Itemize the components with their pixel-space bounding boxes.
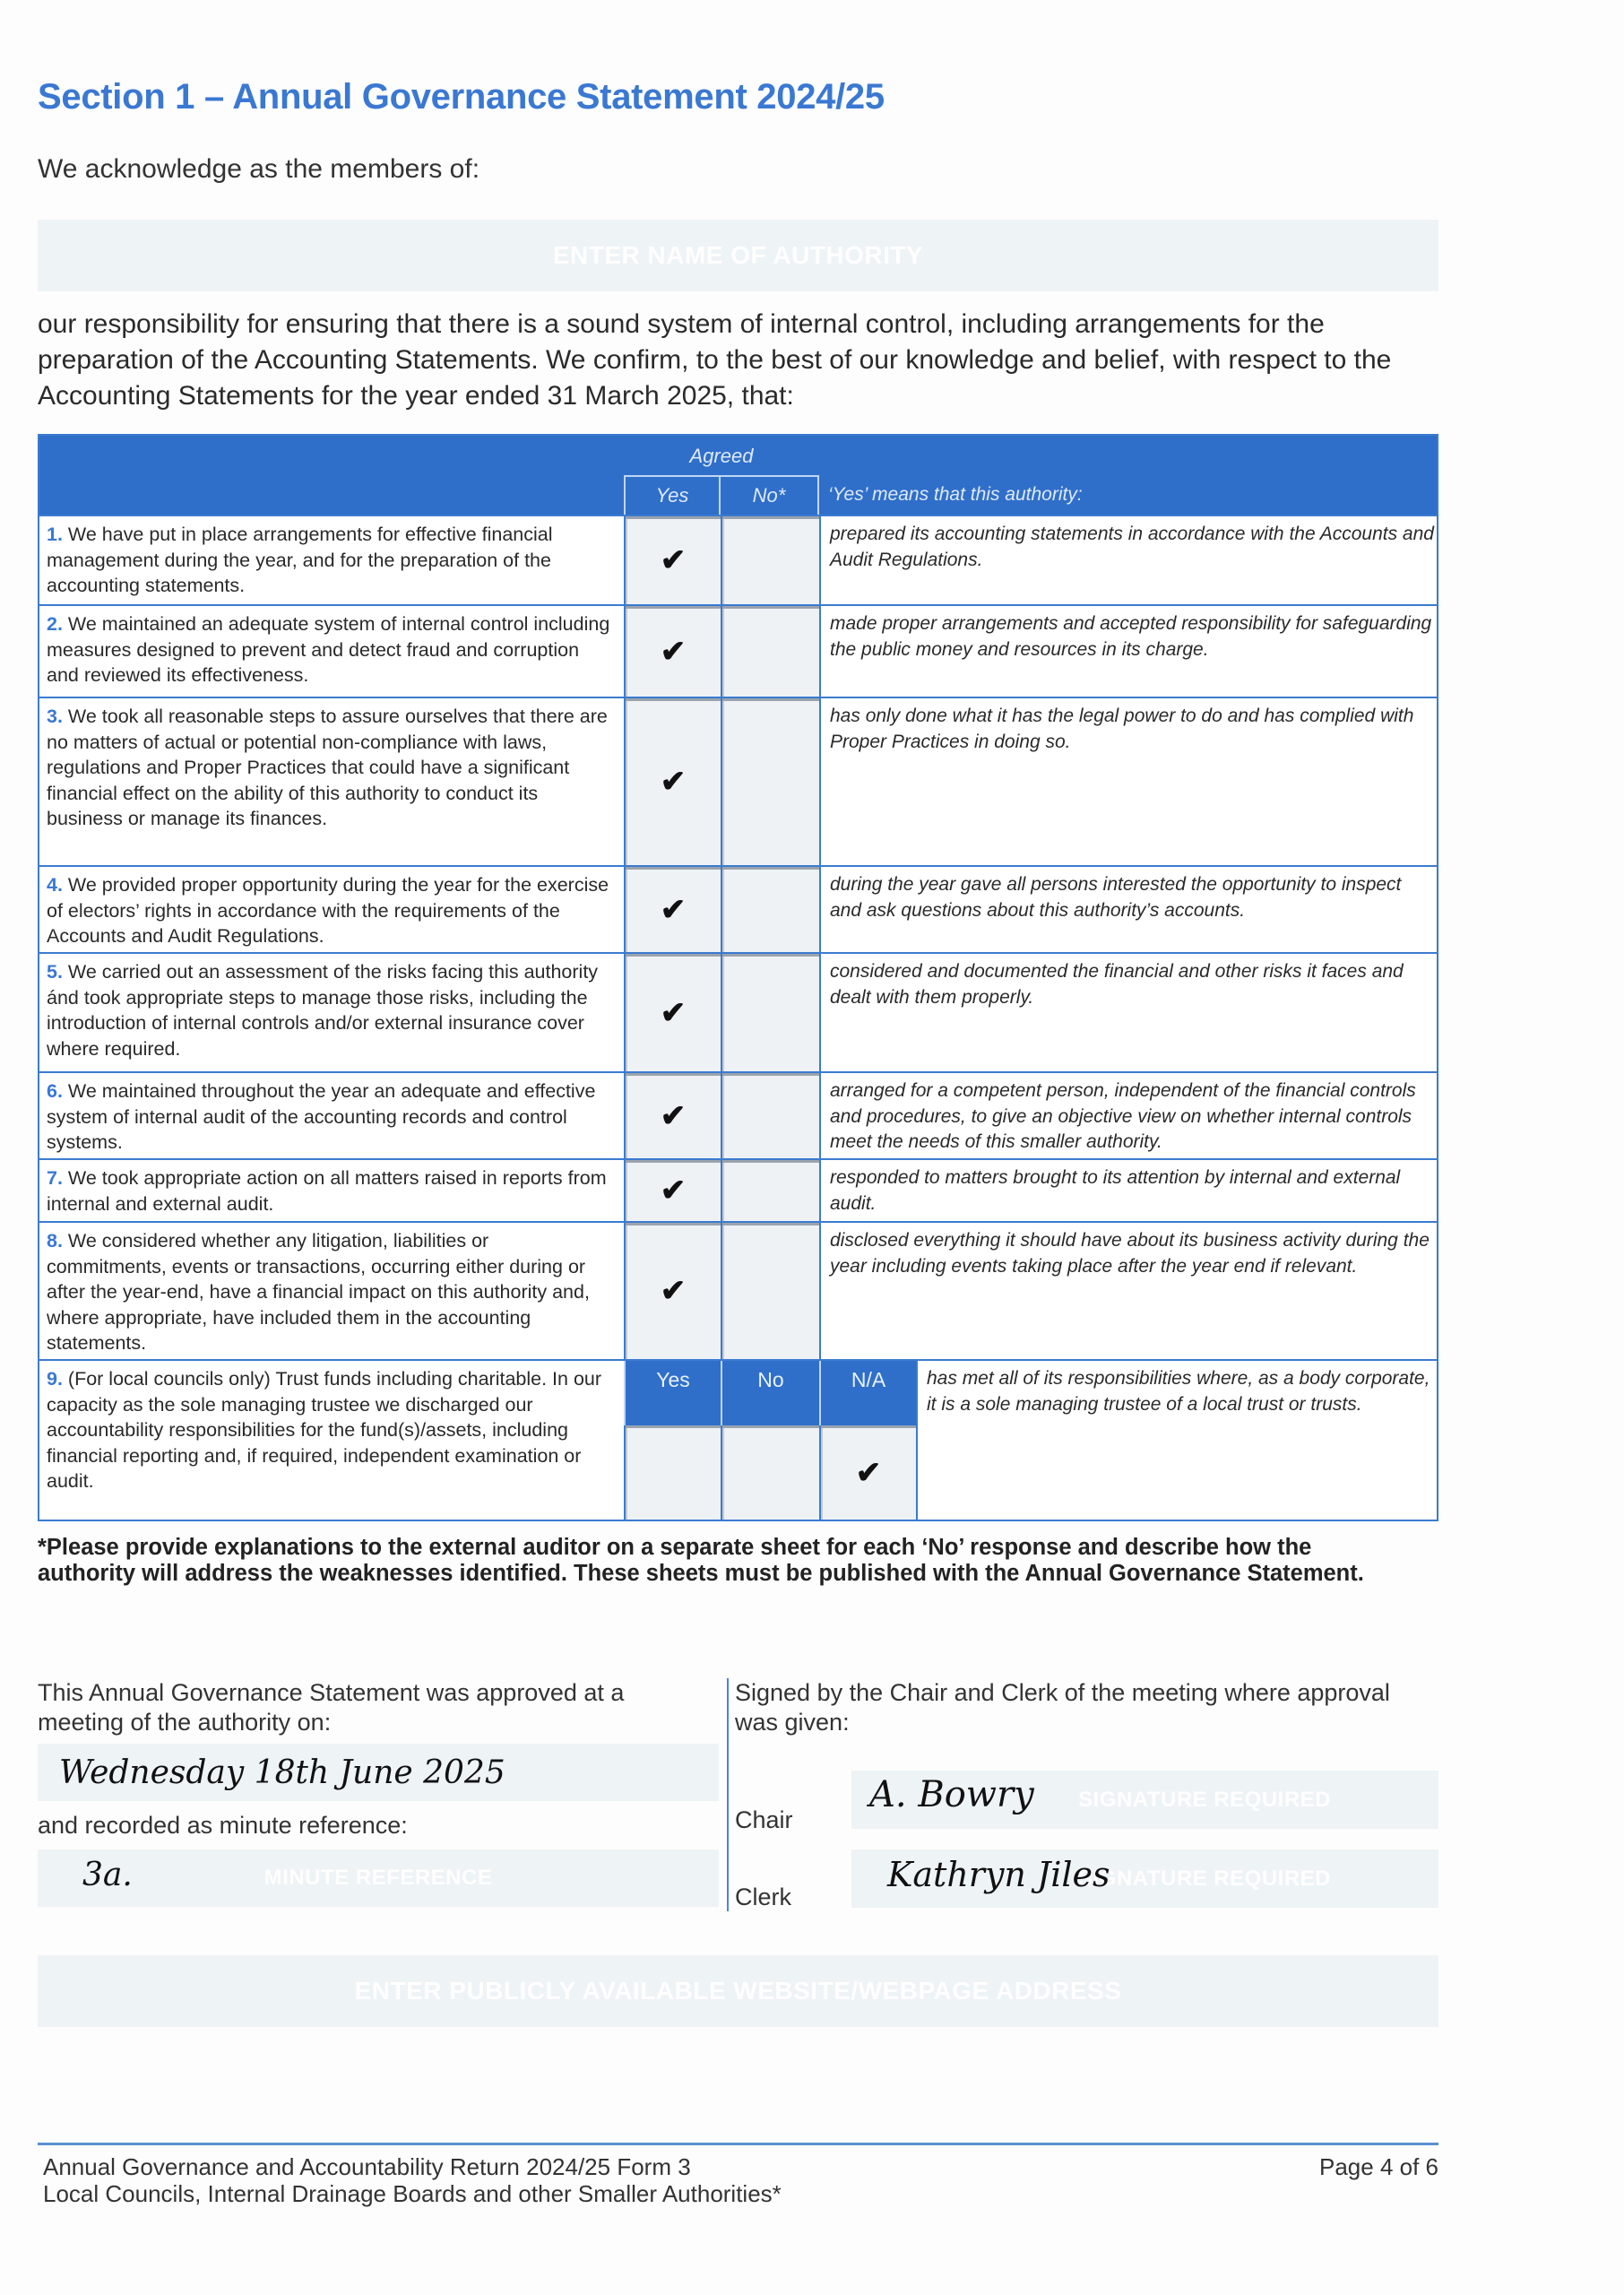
yes-meaning: has only done what it has the legal power to do and has complied with Proper Practices in doing so. <box>819 698 1437 865</box>
no-checkbox[interactable] <box>721 516 819 604</box>
footnote: *Please provide explanations to the external auditor on a separate sheet for each ‘No’ response and describe how the authority will address the weaknesses identified. These sheets must be published with the Annual Governance Statement. <box>38 1535 1364 1586</box>
page-title: Section 1 – Annual Governance Statement 2024/25 <box>38 77 885 117</box>
page-number: Page 4 of 6 <box>1319 2153 1438 2180</box>
chair-label: Chair <box>735 1806 793 1833</box>
no-option-header: No <box>721 1361 819 1425</box>
chair-signature: A. Bowry <box>869 1774 1034 1815</box>
statement-text: We considered whether any litigation, liabilities or commitments, events or transactions, occurring either during or after the year-end, have a financial impact on this authority and, where appropriate, have included them in the accounting statements. <box>47 1230 590 1354</box>
statement <box>47 1228 611 1356</box>
na-checkbox[interactable] <box>819 1425 916 1520</box>
statement-text: We took appropriate action on all matters raised in reports from internal and external audit. <box>47 1167 607 1215</box>
table-row <box>39 1071 1437 1158</box>
statement <box>47 1165 611 1217</box>
statement <box>47 872 611 949</box>
statement <box>47 704 611 832</box>
no-checkbox[interactable] <box>721 954 819 1071</box>
yes-checkbox[interactable] <box>624 516 721 604</box>
table-row <box>39 1158 1437 1221</box>
no-checkbox[interactable] <box>721 1073 819 1158</box>
clerk-signature: Kathryn Jiles <box>887 1855 1110 1894</box>
no-checkbox[interactable] <box>721 1425 819 1520</box>
yes-meaning: made proper arrangements and accepted responsibility for safeguarding the public money and resources in its charge. <box>819 606 1437 697</box>
means-column-header: ‘Yes’ means that this authority: <box>828 484 1083 505</box>
yes-meaning: responded to matters brought to its attention by internal and external audit. <box>819 1160 1437 1221</box>
table-row <box>39 604 1437 697</box>
table-row-trust-funds <box>39 1359 1437 1520</box>
statement-number: 3. <box>47 706 63 727</box>
statement-text: We maintained throughout the year an adequate and effective system of internal audit of the accounting records and control systems. <box>47 1080 596 1153</box>
yes-column-header: Yes <box>624 475 721 515</box>
no-checkbox[interactable] <box>721 867 819 952</box>
minute-reference-handwritten: 3a. <box>82 1857 133 1893</box>
statement-number: 1. <box>47 524 63 545</box>
meeting-date-handwritten: Wednesday 18th June 2025 <box>59 1754 505 1791</box>
table-row <box>39 515 1437 604</box>
check-icon: ✔ <box>660 995 687 1030</box>
statement-text: We took all reasonable steps to assure ourselves that there are no matters of actual or potential non-compliance with laws, regulations and Proper Practices that could have a significant financial effect on the ability of this authority to conduct its business or manage its finances. <box>47 706 608 829</box>
check-icon: ✔ <box>660 1274 687 1308</box>
table-row <box>39 865 1437 952</box>
statement-number: 6. <box>47 1080 63 1102</box>
statement-text: (For local councils only) Trust funds including charitable. In our capacity as the sole managing trustee we discharged our accountability responsibilities for the fund(s)/assets, including financial reporting and, if required, independent examination or audit. <box>47 1368 602 1492</box>
clerk-signature-field[interactable] <box>851 1849 1438 1908</box>
yes-checkbox[interactable] <box>624 1160 721 1221</box>
meeting-date-field[interactable] <box>38 1744 719 1801</box>
check-icon: ✔ <box>660 543 687 577</box>
minute-reference-placeholder: MINUTE REFERENCE <box>263 1866 493 1890</box>
table-header <box>39 436 1437 515</box>
website-address-field[interactable] <box>38 1955 1438 2027</box>
yes-checkbox[interactable] <box>624 1223 721 1359</box>
no-checkbox[interactable] <box>721 1160 819 1221</box>
signed-label: Signed by the Chair and Clerk of the meeting where approval was given: <box>735 1679 1390 1736</box>
check-icon: ✔ <box>660 634 687 669</box>
footer-authorities: Local Councils, Internal Drainage Boards and other Smaller Authorities* <box>43 2180 782 2207</box>
yes-meaning: arranged for a competent person, independent of the financial controls and procedures, to give an objective view on whether internal controls meet the needs of this smaller authority. <box>819 1073 1437 1158</box>
yes-checkbox[interactable] <box>624 867 721 952</box>
check-icon: ✔ <box>660 765 687 799</box>
no-checkbox[interactable] <box>721 606 819 697</box>
statement-text: We maintained an adequate system of internal control including measures designed to prevent and detect fraud and corruption and reviewed its effectiveness. <box>47 613 610 686</box>
check-icon: ✔ <box>660 1098 687 1133</box>
minute-label: and recorded as minute reference: <box>38 1812 408 1839</box>
table-row <box>39 1221 1437 1359</box>
statement-text: We have put in place arrangements for effective financial management during the year, and for the preparation of the accounting statements. <box>47 524 553 596</box>
yes-checkbox[interactable] <box>624 954 721 1071</box>
statement-number: 9. <box>47 1368 63 1390</box>
statement-number: 7. <box>47 1167 63 1189</box>
check-icon: ✔ <box>855 1455 882 1490</box>
statement <box>47 1366 611 1494</box>
clerk-signature-placeholder: SIGNATURE REQUIRED <box>1078 1866 1331 1891</box>
yes-checkbox[interactable] <box>624 698 721 865</box>
footer-form-title: Annual Governance and Accountability Return 2024/25 Form 3 <box>43 2153 691 2180</box>
minute-reference-field[interactable] <box>38 1849 719 1907</box>
statement-number: 4. <box>47 874 63 896</box>
yes-option-header: Yes <box>624 1361 721 1425</box>
authority-name-field[interactable] <box>38 220 1438 291</box>
table-row <box>39 697 1437 865</box>
statement <box>47 1078 611 1156</box>
governance-table <box>38 434 1438 1521</box>
table-row <box>39 952 1437 1071</box>
column-divider <box>727 1678 729 1911</box>
agreed-header: Agreed <box>689 445 754 467</box>
yes-meaning: prepared its accounting statements in accordance with the Accounts and Audit Regulations. <box>819 516 1437 604</box>
statement-number: 2. <box>47 613 63 635</box>
yes-checkbox[interactable] <box>624 606 721 697</box>
statement-number: 5. <box>47 961 63 983</box>
approved-label: This Annual Governance Statement was approved at a meeting of the authority on: <box>38 1679 625 1736</box>
na-option-header: N/A <box>819 1361 916 1425</box>
chair-signature-placeholder: SIGNATURE REQUIRED <box>1078 1787 1331 1812</box>
check-icon: ✔ <box>660 892 687 927</box>
yes-checkbox[interactable] <box>624 1425 721 1520</box>
website-address-placeholder: ENTER PUBLICLY AVAILABLE WEBSITE/WEBPAGE ADDRESS <box>354 1977 1122 2005</box>
yes-checkbox[interactable] <box>624 1073 721 1158</box>
check-icon: ✔ <box>660 1173 687 1208</box>
statement <box>47 611 611 688</box>
chair-signature-field[interactable] <box>851 1771 1438 1829</box>
no-checkbox[interactable] <box>721 1223 819 1359</box>
responsibility-paragraph: our responsibility for ensuring that there is a sound system of internal control, including arrangements for the preparation of the Accounting Statements. We confirm, to the best of our knowledge and belief, with respect to the Accounting Statements for the year ended 31 March 2025, that: <box>38 309 1392 411</box>
statement-number: 8. <box>47 1230 63 1251</box>
no-checkbox[interactable] <box>721 698 819 865</box>
statement <box>47 522 611 599</box>
statement-text: We provided proper opportunity during the year for the exercise of electors’ rights in accordance with the requirements of the Accounts and Audit Regulations. <box>47 874 609 947</box>
yes-meaning: during the year gave all persons interested the opportunity to inspect and ask questions about this authority’s accounts. <box>819 867 1437 952</box>
intro-text: We acknowledge as the members of: <box>38 154 480 184</box>
yes-meaning: considered and documented the financial and other risks it faces and dealt with them properly. <box>819 954 1437 1071</box>
no-column-header: No* <box>721 475 819 515</box>
clerk-label: Clerk <box>735 1884 792 1910</box>
authority-name-placeholder: ENTER NAME OF AUTHORITY <box>552 241 924 269</box>
footer-rule <box>38 2143 1438 2145</box>
yes-meaning: has met all of its responsibilities where, as a body corporate, it is a sole managing trustee of a local trust or trusts. <box>916 1361 1437 1520</box>
yes-meaning: disclosed everything it should have about its business activity during the year including events taking place after the year end if relevant. <box>819 1223 1437 1359</box>
statement-text: We carried out an assessment of the risks facing this authority ánd took appropriate steps to manage those risks, including the introduction of internal controls and/or external insurance cover where required. <box>47 961 599 1060</box>
statement <box>47 959 611 1061</box>
